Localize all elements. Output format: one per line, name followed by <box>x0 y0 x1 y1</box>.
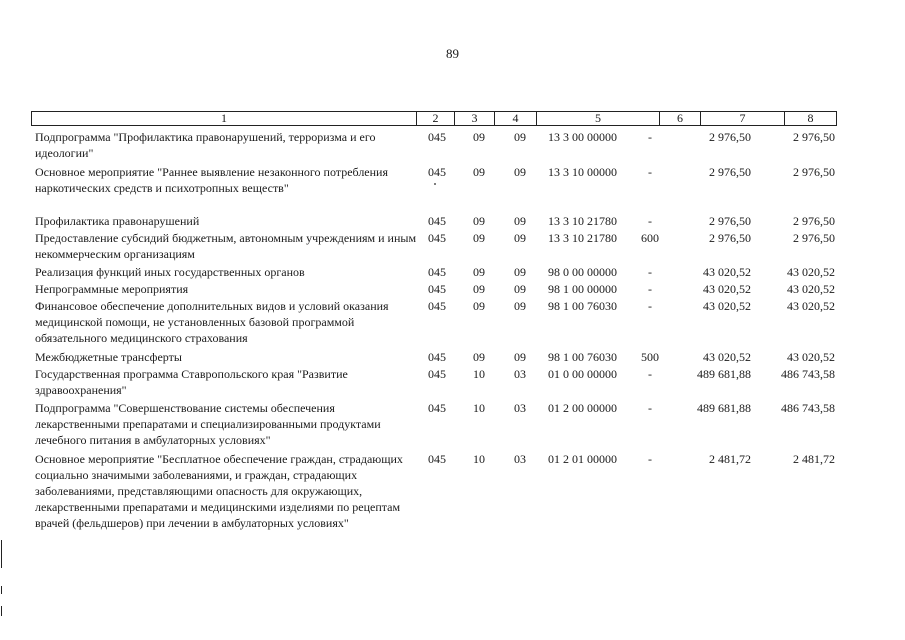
row-value-cell-c5: 98 1 00 76030 <box>548 350 617 364</box>
row-value-cell-c5: 13 3 10 00000 <box>548 165 617 179</box>
row-value-cell-c2: 045 <box>428 214 446 228</box>
row-value-cell-c4: 09 <box>514 231 526 245</box>
row-name-cell: Межбюджетные трансферты <box>35 350 182 364</box>
row-value-cell-c7: 43 020,52 <box>703 282 751 296</box>
row-value-cell-c7: 489 681,88 <box>697 401 751 415</box>
row-value-cell-c3: 10 <box>473 401 485 415</box>
row-value-cell-c6: - <box>648 265 652 279</box>
row-value-cell-c5: 98 1 00 00000 <box>548 282 617 296</box>
row-value-cell-c7: 43 020,52 <box>703 350 751 364</box>
row-value-cell-c7: 2 976,50 <box>709 165 751 179</box>
row-value-cell-c4: 03 <box>514 367 526 381</box>
row-value-cell-c2: 045 <box>428 299 446 313</box>
row-value-cell-c6: - <box>648 401 652 415</box>
row-value-cell-c3: 09 <box>473 265 485 279</box>
row-name-cell: Профилактика правонарушений <box>35 214 200 228</box>
row-value-cell-c2: 045 <box>428 401 446 415</box>
table-header-cell: 3 <box>454 112 494 125</box>
margin-line <box>1 606 2 616</box>
table-header-cell: 6 <box>659 112 700 125</box>
row-value-cell-c4: 09 <box>514 214 526 228</box>
row-value-cell-c4: 03 <box>514 452 526 466</box>
row-name-cell: Финансовое обеспечение дополнительных видов и условий оказания медицинской помощи, не установленных базовой программой обязательного медицинского страхования <box>35 299 389 345</box>
margin-line <box>1 540 2 568</box>
row-value-cell-c6: - <box>648 299 652 313</box>
row-value-cell-c6: - <box>648 282 652 296</box>
row-value-cell-c2: 045 <box>428 265 446 279</box>
row-value-cell-c8: 2 976,50 <box>793 214 835 228</box>
row-value-cell-c3: 09 <box>473 299 485 313</box>
row-value-cell-c8: 43 020,52 <box>787 299 835 313</box>
row-value-cell-c6: 600 <box>641 231 659 245</box>
row-value-cell-c2: 045 <box>428 130 446 144</box>
row-value-cell-c6: - <box>648 214 652 228</box>
row-value-cell-c7: 489 681,88 <box>697 367 751 381</box>
row-name-cell: Подпрограмма "Профилактика правонарушений, терроризма и его идеологии" <box>35 130 376 160</box>
row-value-cell-c7: 2 976,50 <box>709 214 751 228</box>
row-value-cell-c2: 045 <box>428 282 446 296</box>
row-value-cell-c4: 09 <box>514 282 526 296</box>
row-name-cell: Непрограммные мероприятия <box>35 282 189 296</box>
table-header-cell: 8 <box>784 112 836 125</box>
row-value-cell-c8: 43 020,52 <box>787 265 835 279</box>
row-name-cell: Предоставление субсидий бюджетным, автономным учреждениям и иным некоммерческим организациям <box>35 231 417 261</box>
row-name-cell: Реализация функций иных государственных органов <box>35 265 305 279</box>
row-value-cell-c5: 13 3 00 00000 <box>548 130 617 144</box>
row-value-cell-c4: 09 <box>514 265 526 279</box>
row-value-cell-c7: 2 481,72 <box>709 452 751 466</box>
margin-line <box>1 586 2 594</box>
row-value-cell-c3: 09 <box>473 282 485 296</box>
row-value-cell-c4: 09 <box>514 350 526 364</box>
row-value-cell-c8: 2 976,50 <box>793 130 835 144</box>
row-name-cell: Подпрограмма "Совершенствование системы обеспечения лекарственными препаратами и специализированными продуктами лечебного питания в амбулаторных условиях" <box>35 401 381 447</box>
row-value-cell-c5: 98 1 00 76030 <box>548 299 617 313</box>
row-name-cell: Основное мероприятие "Бесплатное обеспечение граждан, страдающих социально значимыми заболеваниями, и граждан, страдающих заболеваниями, представляющими опасность для окружающих, лекарственными препаратами и медицинскими изделиями по рецептам врачей (фельдшеров) при лечении в амбулаторных условиях" <box>35 452 403 530</box>
page-number: 89 <box>446 46 459 61</box>
row-value-cell-c8: 2 481,72 <box>793 452 835 466</box>
row-value-cell-c8: 486 743,58 <box>781 367 835 381</box>
row-value-cell-c5: 13 3 10 21780 <box>548 214 617 228</box>
row-value-cell-c3: 09 <box>473 165 485 179</box>
row-value-cell-c7: 2 976,50 <box>709 231 751 245</box>
row-value-cell-c6: - <box>648 452 652 466</box>
row-value-cell-c5: 98 0 00 00000 <box>548 265 617 279</box>
row-value-cell-c3: 10 <box>473 367 485 381</box>
row-value-cell-c4: 09 <box>514 165 526 179</box>
table-header-cell: 1 <box>221 111 227 125</box>
row-value-cell-c3: 09 <box>473 130 485 144</box>
row-value-cell-c3: 09 <box>473 214 485 228</box>
scan-speck <box>434 183 436 185</box>
row-value-cell-c5: 01 0 00 00000 <box>548 367 617 381</box>
row-value-cell-c8: 486 743,58 <box>781 401 835 415</box>
row-value-cell-c5: 01 2 00 00000 <box>548 401 617 415</box>
row-value-cell-c3: 09 <box>473 350 485 364</box>
row-value-cell-c6: - <box>648 367 652 381</box>
row-value-cell-c6: 500 <box>641 350 659 364</box>
row-name-cell: Государственная программа Ставропольского края "Развитие здравоохранения" <box>35 367 348 397</box>
row-value-cell-c8: 43 020,52 <box>787 350 835 364</box>
row-value-cell-c7: 43 020,52 <box>703 265 751 279</box>
row-value-cell-c2: 045 <box>428 165 446 179</box>
table-header-cell: 4 <box>494 112 536 125</box>
table-header-row <box>31 111 837 126</box>
row-value-cell-c3: 09 <box>473 231 485 245</box>
row-value-cell-c6: - <box>648 130 652 144</box>
row-value-cell-c4: 09 <box>514 299 526 313</box>
row-value-cell-c2: 045 <box>428 452 446 466</box>
row-value-cell-c7: 2 976,50 <box>709 130 751 144</box>
table-header-cell: 7 <box>700 112 784 125</box>
row-value-cell-c2: 045 <box>428 231 446 245</box>
row-value-cell-c3: 10 <box>473 452 485 466</box>
row-value-cell-c6: - <box>648 165 652 179</box>
row-value-cell-c7: 43 020,52 <box>703 299 751 313</box>
row-value-cell-c5: 13 3 10 21780 <box>548 231 617 245</box>
row-name-cell: Основное мероприятие "Раннее выявление незаконного потребления наркотических средств и психотропных веществ" <box>35 165 388 195</box>
table-header-cell: 5 <box>536 112 659 125</box>
row-value-cell-c8: 2 976,50 <box>793 231 835 245</box>
row-value-cell-c5: 01 2 01 00000 <box>548 452 617 466</box>
row-value-cell-c4: 09 <box>514 130 526 144</box>
row-value-cell-c2: 045 <box>428 350 446 364</box>
row-value-cell-c2: 045 <box>428 367 446 381</box>
row-value-cell-c8: 2 976,50 <box>793 165 835 179</box>
row-value-cell-c8: 43 020,52 <box>787 282 835 296</box>
row-value-cell-c4: 03 <box>514 401 526 415</box>
table-header-cell: 2 <box>416 112 454 125</box>
